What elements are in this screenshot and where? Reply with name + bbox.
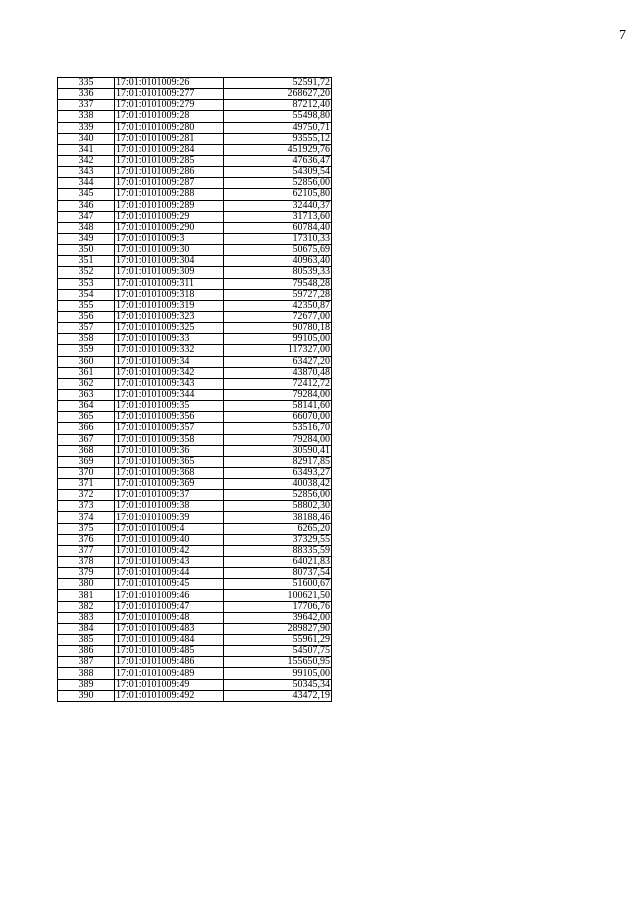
value-cell: 39642,00 <box>224 612 332 623</box>
row-number-cell: 382 <box>58 601 115 612</box>
table-row <box>58 512 332 523</box>
table-row <box>58 89 332 100</box>
table-row <box>58 356 332 367</box>
row-number-cell: 342 <box>58 155 115 166</box>
value-cell: 268627,20 <box>224 89 332 100</box>
value-cell: 30590,41 <box>224 445 332 456</box>
value-cell: 38188,46 <box>224 512 332 523</box>
cadastral-number-cell: 17:01:0101009:29 <box>115 211 224 222</box>
table-row <box>58 189 332 200</box>
row-number-cell: 375 <box>58 523 115 534</box>
row-number-cell: 357 <box>58 323 115 334</box>
row-number-cell: 347 <box>58 211 115 222</box>
value-cell: 60784,40 <box>224 222 332 233</box>
table-row <box>58 534 332 545</box>
cadastral-number-cell: 17:01:0101009:357 <box>115 423 224 434</box>
table-row <box>58 501 332 512</box>
row-number-cell: 362 <box>58 378 115 389</box>
row-number-cell: 371 <box>58 479 115 490</box>
cadastral-number-cell: 17:01:0101009:289 <box>115 200 224 211</box>
table-row <box>58 278 332 289</box>
row-number-cell: 343 <box>58 167 115 178</box>
table-row <box>58 233 332 244</box>
cadastral-number-cell: 17:01:0101009:304 <box>115 256 224 267</box>
cadastral-number-cell: 17:01:0101009:43 <box>115 557 224 568</box>
cadastral-number-cell: 17:01:0101009:332 <box>115 345 224 356</box>
row-number-cell: 356 <box>58 311 115 322</box>
row-number-cell: 388 <box>58 668 115 679</box>
table-row <box>58 568 332 579</box>
cadastral-number-cell: 17:01:0101009:30 <box>115 245 224 256</box>
table-row <box>58 523 332 534</box>
value-cell: 50675,69 <box>224 245 332 256</box>
value-cell: 37329,55 <box>224 534 332 545</box>
row-number-cell: 377 <box>58 545 115 556</box>
value-cell: 289827,90 <box>224 623 332 634</box>
table-row <box>58 456 332 467</box>
value-cell: 99105,00 <box>224 668 332 679</box>
cadastral-number-cell: 17:01:0101009:280 <box>115 122 224 133</box>
value-cell: 52856,00 <box>224 178 332 189</box>
row-number-cell: 336 <box>58 89 115 100</box>
cadastral-number-cell: 17:01:0101009:39 <box>115 512 224 523</box>
row-number-cell: 383 <box>58 612 115 623</box>
value-cell: 62105,80 <box>224 189 332 200</box>
cadastral-number-cell: 17:01:0101009:26 <box>115 78 224 89</box>
table-row <box>58 423 332 434</box>
value-cell: 87212,40 <box>224 100 332 111</box>
value-cell: 42350,87 <box>224 300 332 311</box>
value-cell: 82917,85 <box>224 456 332 467</box>
row-number-cell: 368 <box>58 445 115 456</box>
row-number-cell: 370 <box>58 467 115 478</box>
row-number-cell: 339 <box>58 122 115 133</box>
table-row <box>58 601 332 612</box>
row-number-cell: 338 <box>58 111 115 122</box>
cadastral-number-cell: 17:01:0101009:288 <box>115 189 224 200</box>
table-row <box>58 323 332 334</box>
row-number-cell: 352 <box>58 267 115 278</box>
row-number-cell: 361 <box>58 367 115 378</box>
cadastral-number-cell: 17:01:0101009:46 <box>115 590 224 601</box>
cadastral-number-cell: 17:01:0101009:42 <box>115 545 224 556</box>
table-row <box>58 311 332 322</box>
row-number-cell: 372 <box>58 490 115 501</box>
value-cell: 80539,33 <box>224 267 332 278</box>
cadastral-number-cell: 17:01:0101009:319 <box>115 300 224 311</box>
row-number-cell: 363 <box>58 389 115 400</box>
cadastral-number-cell: 17:01:0101009:368 <box>115 467 224 478</box>
row-number-cell: 365 <box>58 412 115 423</box>
cadastral-number-cell: 17:01:0101009:325 <box>115 323 224 334</box>
value-cell: 93555,12 <box>224 133 332 144</box>
row-number-cell: 381 <box>58 590 115 601</box>
cadastral-number-cell: 17:01:0101009:483 <box>115 623 224 634</box>
cadastral-number-cell: 17:01:0101009:486 <box>115 657 224 668</box>
row-number-cell: 360 <box>58 356 115 367</box>
table-row <box>58 646 332 657</box>
value-cell: 64021,83 <box>224 557 332 568</box>
cadastral-number-cell: 17:01:0101009:284 <box>115 144 224 155</box>
value-cell: 66070,00 <box>224 412 332 423</box>
table-row <box>58 679 332 690</box>
row-number-cell: 380 <box>58 579 115 590</box>
cadastral-number-cell: 17:01:0101009:287 <box>115 178 224 189</box>
table-row <box>58 111 332 122</box>
value-cell: 72412,72 <box>224 378 332 389</box>
row-number-cell: 364 <box>58 401 115 412</box>
row-number-cell: 374 <box>58 512 115 523</box>
row-number-cell: 354 <box>58 289 115 300</box>
row-number-cell: 358 <box>58 334 115 345</box>
table-row <box>58 211 332 222</box>
cadastral-number-cell: 17:01:0101009:290 <box>115 222 224 233</box>
table-row <box>58 545 332 556</box>
cadastral-number-cell: 17:01:0101009:281 <box>115 133 224 144</box>
cadastral-value-table <box>57 77 332 702</box>
row-number-cell: 335 <box>58 78 115 89</box>
row-number-cell: 376 <box>58 534 115 545</box>
table-row <box>58 256 332 267</box>
cadastral-number-cell: 17:01:0101009:356 <box>115 412 224 423</box>
value-cell: 17706,76 <box>224 601 332 612</box>
row-number-cell: 348 <box>58 222 115 233</box>
row-number-cell: 350 <box>58 245 115 256</box>
row-number-cell: 353 <box>58 278 115 289</box>
table-row <box>58 635 332 646</box>
value-cell: 58802,30 <box>224 501 332 512</box>
table-row <box>58 623 332 634</box>
row-number-cell: 378 <box>58 557 115 568</box>
table-row <box>58 490 332 501</box>
value-cell: 47636,47 <box>224 155 332 166</box>
table-row <box>58 434 332 445</box>
cadastral-number-cell: 17:01:0101009:28 <box>115 111 224 122</box>
value-cell: 63493,27 <box>224 467 332 478</box>
cadastral-number-cell: 17:01:0101009:40 <box>115 534 224 545</box>
table-row <box>58 579 332 590</box>
cadastral-number-cell: 17:01:0101009:489 <box>115 668 224 679</box>
table-row <box>58 612 332 623</box>
cadastral-number-cell: 17:01:0101009:309 <box>115 267 224 278</box>
value-cell: 63427,20 <box>224 356 332 367</box>
table-row <box>58 590 332 601</box>
cadastral-number-cell: 17:01:0101009:492 <box>115 690 224 701</box>
row-number-cell: 387 <box>58 657 115 668</box>
row-number-cell: 345 <box>58 189 115 200</box>
cadastral-number-cell: 17:01:0101009:38 <box>115 501 224 512</box>
row-number-cell: 390 <box>58 690 115 701</box>
cadastral-number-cell: 17:01:0101009:344 <box>115 389 224 400</box>
row-number-cell: 384 <box>58 623 115 634</box>
value-cell: 49750,71 <box>224 122 332 133</box>
row-number-cell: 346 <box>58 200 115 211</box>
table-row <box>58 479 332 490</box>
row-number-cell: 369 <box>58 456 115 467</box>
table-row <box>58 345 332 356</box>
cadastral-number-cell: 17:01:0101009:311 <box>115 278 224 289</box>
table-row <box>58 289 332 300</box>
table-row <box>58 412 332 423</box>
cadastral-number-cell: 17:01:0101009:279 <box>115 100 224 111</box>
value-cell: 55498,80 <box>224 111 332 122</box>
value-cell: 53516,70 <box>224 423 332 434</box>
cadastral-number-cell: 17:01:0101009:47 <box>115 601 224 612</box>
table-row <box>58 167 332 178</box>
cadastral-number-cell: 17:01:0101009:33 <box>115 334 224 345</box>
table-row <box>58 690 332 701</box>
cadastral-number-cell: 17:01:0101009:36 <box>115 445 224 456</box>
cadastral-number-cell: 17:01:0101009:343 <box>115 378 224 389</box>
row-number-cell: 366 <box>58 423 115 434</box>
value-cell: 52856,00 <box>224 490 332 501</box>
table-row <box>58 300 332 311</box>
table-row <box>58 222 332 233</box>
row-number-cell: 386 <box>58 646 115 657</box>
cadastral-number-cell: 17:01:0101009:277 <box>115 89 224 100</box>
row-number-cell: 355 <box>58 300 115 311</box>
value-cell: 99105,00 <box>224 334 332 345</box>
cadastral-number-cell: 17:01:0101009:318 <box>115 289 224 300</box>
page-number: 7 <box>619 28 626 43</box>
table-row <box>58 100 332 111</box>
table-row <box>58 467 332 478</box>
row-number-cell: 340 <box>58 133 115 144</box>
row-number-cell: 389 <box>58 679 115 690</box>
value-cell: 32440,37 <box>224 200 332 211</box>
cadastral-number-cell: 17:01:0101009:285 <box>115 155 224 166</box>
value-cell: 58141,60 <box>224 401 332 412</box>
value-cell: 79284,00 <box>224 389 332 400</box>
row-number-cell: 385 <box>58 635 115 646</box>
row-number-cell: 379 <box>58 568 115 579</box>
table-row <box>58 122 332 133</box>
value-cell: 52591,72 <box>224 78 332 89</box>
table-row <box>58 445 332 456</box>
value-cell: 100621,50 <box>224 590 332 601</box>
table-row <box>58 668 332 679</box>
cadastral-number-cell: 17:01:0101009:4 <box>115 523 224 534</box>
cadastral-number-cell: 17:01:0101009:35 <box>115 401 224 412</box>
cadastral-number-cell: 17:01:0101009:48 <box>115 612 224 623</box>
value-cell: 59727,28 <box>224 289 332 300</box>
value-cell: 6265,20 <box>224 523 332 534</box>
value-cell: 72677,00 <box>224 311 332 322</box>
value-cell: 31713,60 <box>224 211 332 222</box>
table-row <box>58 155 332 166</box>
cadastral-number-cell: 17:01:0101009:45 <box>115 579 224 590</box>
cadastral-number-cell: 17:01:0101009:342 <box>115 367 224 378</box>
cadastral-number-cell: 17:01:0101009:34 <box>115 356 224 367</box>
cadastral-number-cell: 17:01:0101009:323 <box>115 311 224 322</box>
value-cell: 79548,28 <box>224 278 332 289</box>
table-row <box>58 200 332 211</box>
table-body <box>58 78 332 702</box>
table-row <box>58 334 332 345</box>
table-row <box>58 378 332 389</box>
value-cell: 17310,33 <box>224 233 332 244</box>
value-cell: 40038,42 <box>224 479 332 490</box>
row-number-cell: 349 <box>58 233 115 244</box>
cadastral-number-cell: 17:01:0101009:49 <box>115 679 224 690</box>
value-cell: 451929,76 <box>224 144 332 155</box>
table-row <box>58 78 332 89</box>
value-cell: 43472,19 <box>224 690 332 701</box>
value-cell: 80737,54 <box>224 568 332 579</box>
table-row <box>58 367 332 378</box>
cadastral-number-cell: 17:01:0101009:37 <box>115 490 224 501</box>
value-cell: 54507,75 <box>224 646 332 657</box>
value-cell: 90780,18 <box>224 323 332 334</box>
table-row <box>58 389 332 400</box>
row-number-cell: 341 <box>58 144 115 155</box>
value-cell: 55961,29 <box>224 635 332 646</box>
value-cell: 51600,67 <box>224 579 332 590</box>
cadastral-number-cell: 17:01:0101009:358 <box>115 434 224 445</box>
table-row <box>58 178 332 189</box>
row-number-cell: 344 <box>58 178 115 189</box>
table-row <box>58 267 332 278</box>
value-cell: 54309,54 <box>224 167 332 178</box>
cadastral-number-cell: 17:01:0101009:485 <box>115 646 224 657</box>
value-cell: 155650,95 <box>224 657 332 668</box>
cadastral-number-cell: 17:01:0101009:3 <box>115 233 224 244</box>
table-row <box>58 144 332 155</box>
table-row <box>58 557 332 568</box>
table-row <box>58 401 332 412</box>
value-cell: 117327,00 <box>224 345 332 356</box>
cadastral-number-cell: 17:01:0101009:286 <box>115 167 224 178</box>
row-number-cell: 367 <box>58 434 115 445</box>
value-cell: 88335,59 <box>224 545 332 556</box>
cadastral-number-cell: 17:01:0101009:369 <box>115 479 224 490</box>
value-cell: 40963,40 <box>224 256 332 267</box>
row-number-cell: 351 <box>58 256 115 267</box>
value-cell: 50345,34 <box>224 679 332 690</box>
cadastral-number-cell: 17:01:0101009:365 <box>115 456 224 467</box>
value-cell: 43870,48 <box>224 367 332 378</box>
cadastral-number-cell: 17:01:0101009:484 <box>115 635 224 646</box>
row-number-cell: 337 <box>58 100 115 111</box>
table-row <box>58 133 332 144</box>
table-row <box>58 245 332 256</box>
row-number-cell: 359 <box>58 345 115 356</box>
cadastral-number-cell: 17:01:0101009:44 <box>115 568 224 579</box>
row-number-cell: 373 <box>58 501 115 512</box>
value-cell: 79284,00 <box>224 434 332 445</box>
table-row <box>58 657 332 668</box>
